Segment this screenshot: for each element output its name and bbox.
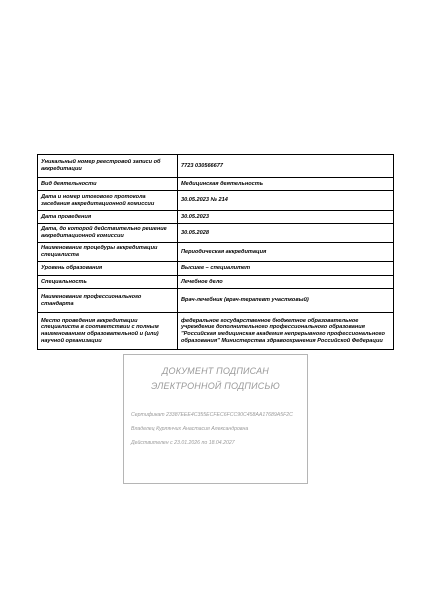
row-label: Дата проведения xyxy=(38,211,178,224)
accreditation-table xyxy=(37,154,394,350)
row-value: Периодическая аккредитация xyxy=(178,243,394,262)
stamp-validity: Действителен с 23.01.2026 по 18.04.2027 xyxy=(131,440,235,446)
row-label: Уникальный номер реестровой записи об аккредитации xyxy=(38,155,178,178)
row-label: Уровень образования xyxy=(38,262,178,276)
table-row xyxy=(38,224,394,243)
table-row xyxy=(38,289,394,313)
table-row xyxy=(38,155,394,178)
electronic-signature-stamp xyxy=(123,354,308,484)
stamp-certificate: Сертификат 23387EEE4C355ECFEC6FCC90C458AA17689A5F2C xyxy=(131,412,293,418)
row-value: Врач-лечебник (врач-терапевт участковый) xyxy=(178,289,394,313)
table-row xyxy=(38,211,394,224)
table-row xyxy=(38,243,394,262)
row-label: Дата, до которой действительно решение аккредитационной комиссии xyxy=(38,224,178,243)
table-row xyxy=(38,276,394,289)
row-label: Специальность xyxy=(38,276,178,289)
row-value: Медицинская деятельность xyxy=(178,178,394,191)
row-label: Дата и номер итогового протокола заседания аккредитационной комиссии xyxy=(38,191,178,211)
row-value: 7723 030566677 xyxy=(178,155,394,178)
table-row xyxy=(38,313,394,350)
row-value: Лечебное дело xyxy=(178,276,394,289)
row-value: федеральное государственное бюджетное образовательное учреждение дополнительного профессионального образования "Российская медицинская академия непрерывного профессионального образования" Министерства здравоохранения Российской Федерации xyxy=(178,313,394,350)
row-value: Высшее – специалитет xyxy=(178,262,394,276)
table-row xyxy=(38,191,394,211)
stamp-owner: Владелец Курлянчих Анастасия Александровна xyxy=(131,426,249,432)
row-label: Наименование профессионального стандарта xyxy=(38,289,178,313)
row-value: 30.05.2028 xyxy=(178,224,394,243)
row-label: Вид деятельности xyxy=(38,178,178,191)
row-value: 30.05.2023 № 214 xyxy=(178,191,394,211)
row-label: Наименование процедуры аккредитации специалиста xyxy=(38,243,178,262)
table-row xyxy=(38,178,394,191)
row-value: 30.05.2023 xyxy=(178,211,394,224)
table-row xyxy=(38,262,394,276)
row-label: Место проведения аккредитации специалиста в соответствии с полным наименованием образовательной и (или) научной организации xyxy=(38,313,178,350)
stamp-title-line2: ЭЛЕКТРОННОЙ ПОДПИСЬЮ xyxy=(151,381,280,391)
stamp-title-line1: ДОКУМЕНТ ПОДПИСАН xyxy=(161,366,269,376)
